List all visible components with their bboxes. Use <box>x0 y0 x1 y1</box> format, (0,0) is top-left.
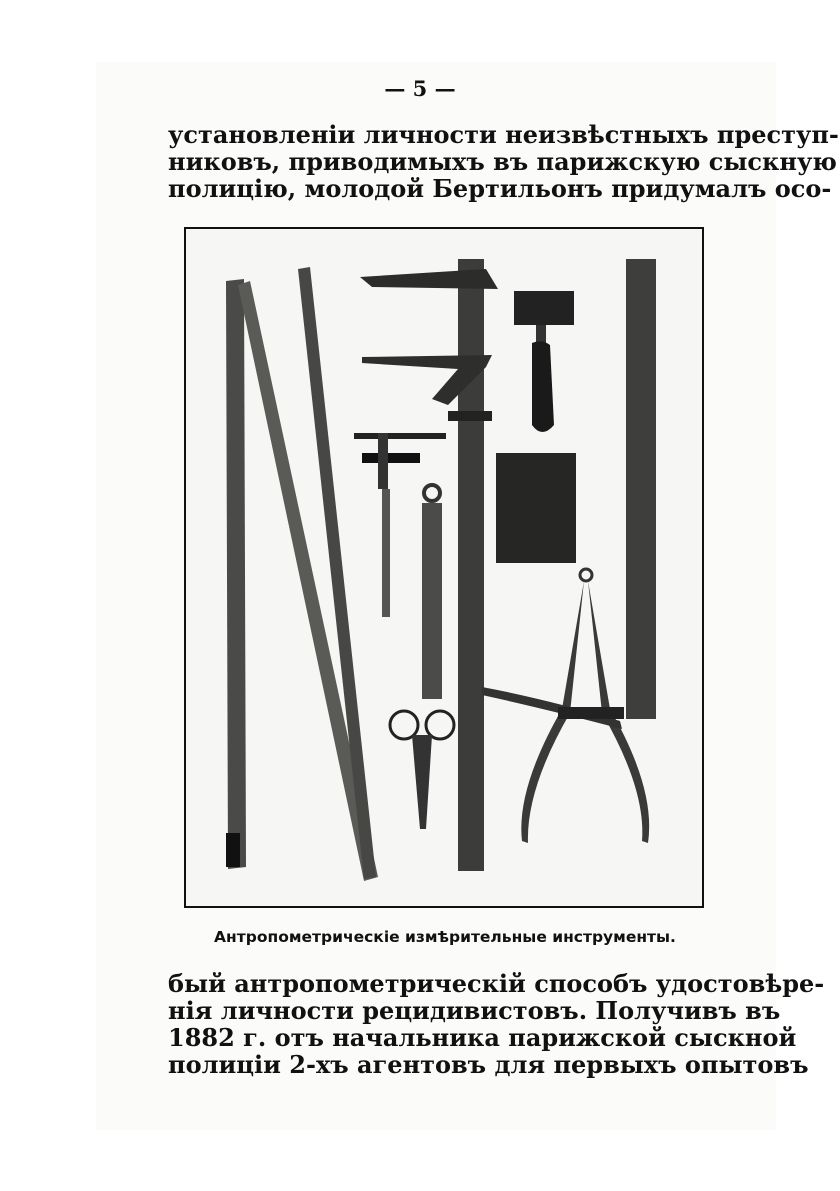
text-line: 1882 г. отъ начальника парижской сыскной <box>168 1023 797 1052</box>
page-number: — 5 — <box>384 76 456 101</box>
folding-rule <box>226 267 378 881</box>
paragraph-top <box>168 120 839 203</box>
ink-roller <box>514 291 574 432</box>
paragraph-bottom <box>168 969 825 1079</box>
text-line: нія личности рецидивистовъ. Получивъ въ <box>168 996 781 1025</box>
text-line: бый антропометрическій способъ удостовѣре- <box>168 969 825 998</box>
text-line: полицію, молодой Бертильонъ придумалъ осо- <box>168 174 832 203</box>
text-line: полиціи 2-хъ агентовъ для первыхъ опытовъ <box>168 1050 809 1079</box>
ink-plate <box>496 453 576 563</box>
scissors <box>390 711 454 829</box>
spreading-calipers <box>482 569 649 843</box>
text-line: никовъ, приводимыхъ въ парижскую сыскную <box>168 147 837 176</box>
figure-anthropometric-instruments <box>184 227 704 908</box>
figure-caption: Антропометрическіе измѣрительные инструменты. <box>214 928 676 946</box>
instruments-illustration <box>186 229 702 906</box>
flat-measuring-rule <box>422 485 442 699</box>
text-line: установленіи личности неизвѣстныхъ преступ- <box>168 120 839 149</box>
upright-scale <box>626 259 656 719</box>
